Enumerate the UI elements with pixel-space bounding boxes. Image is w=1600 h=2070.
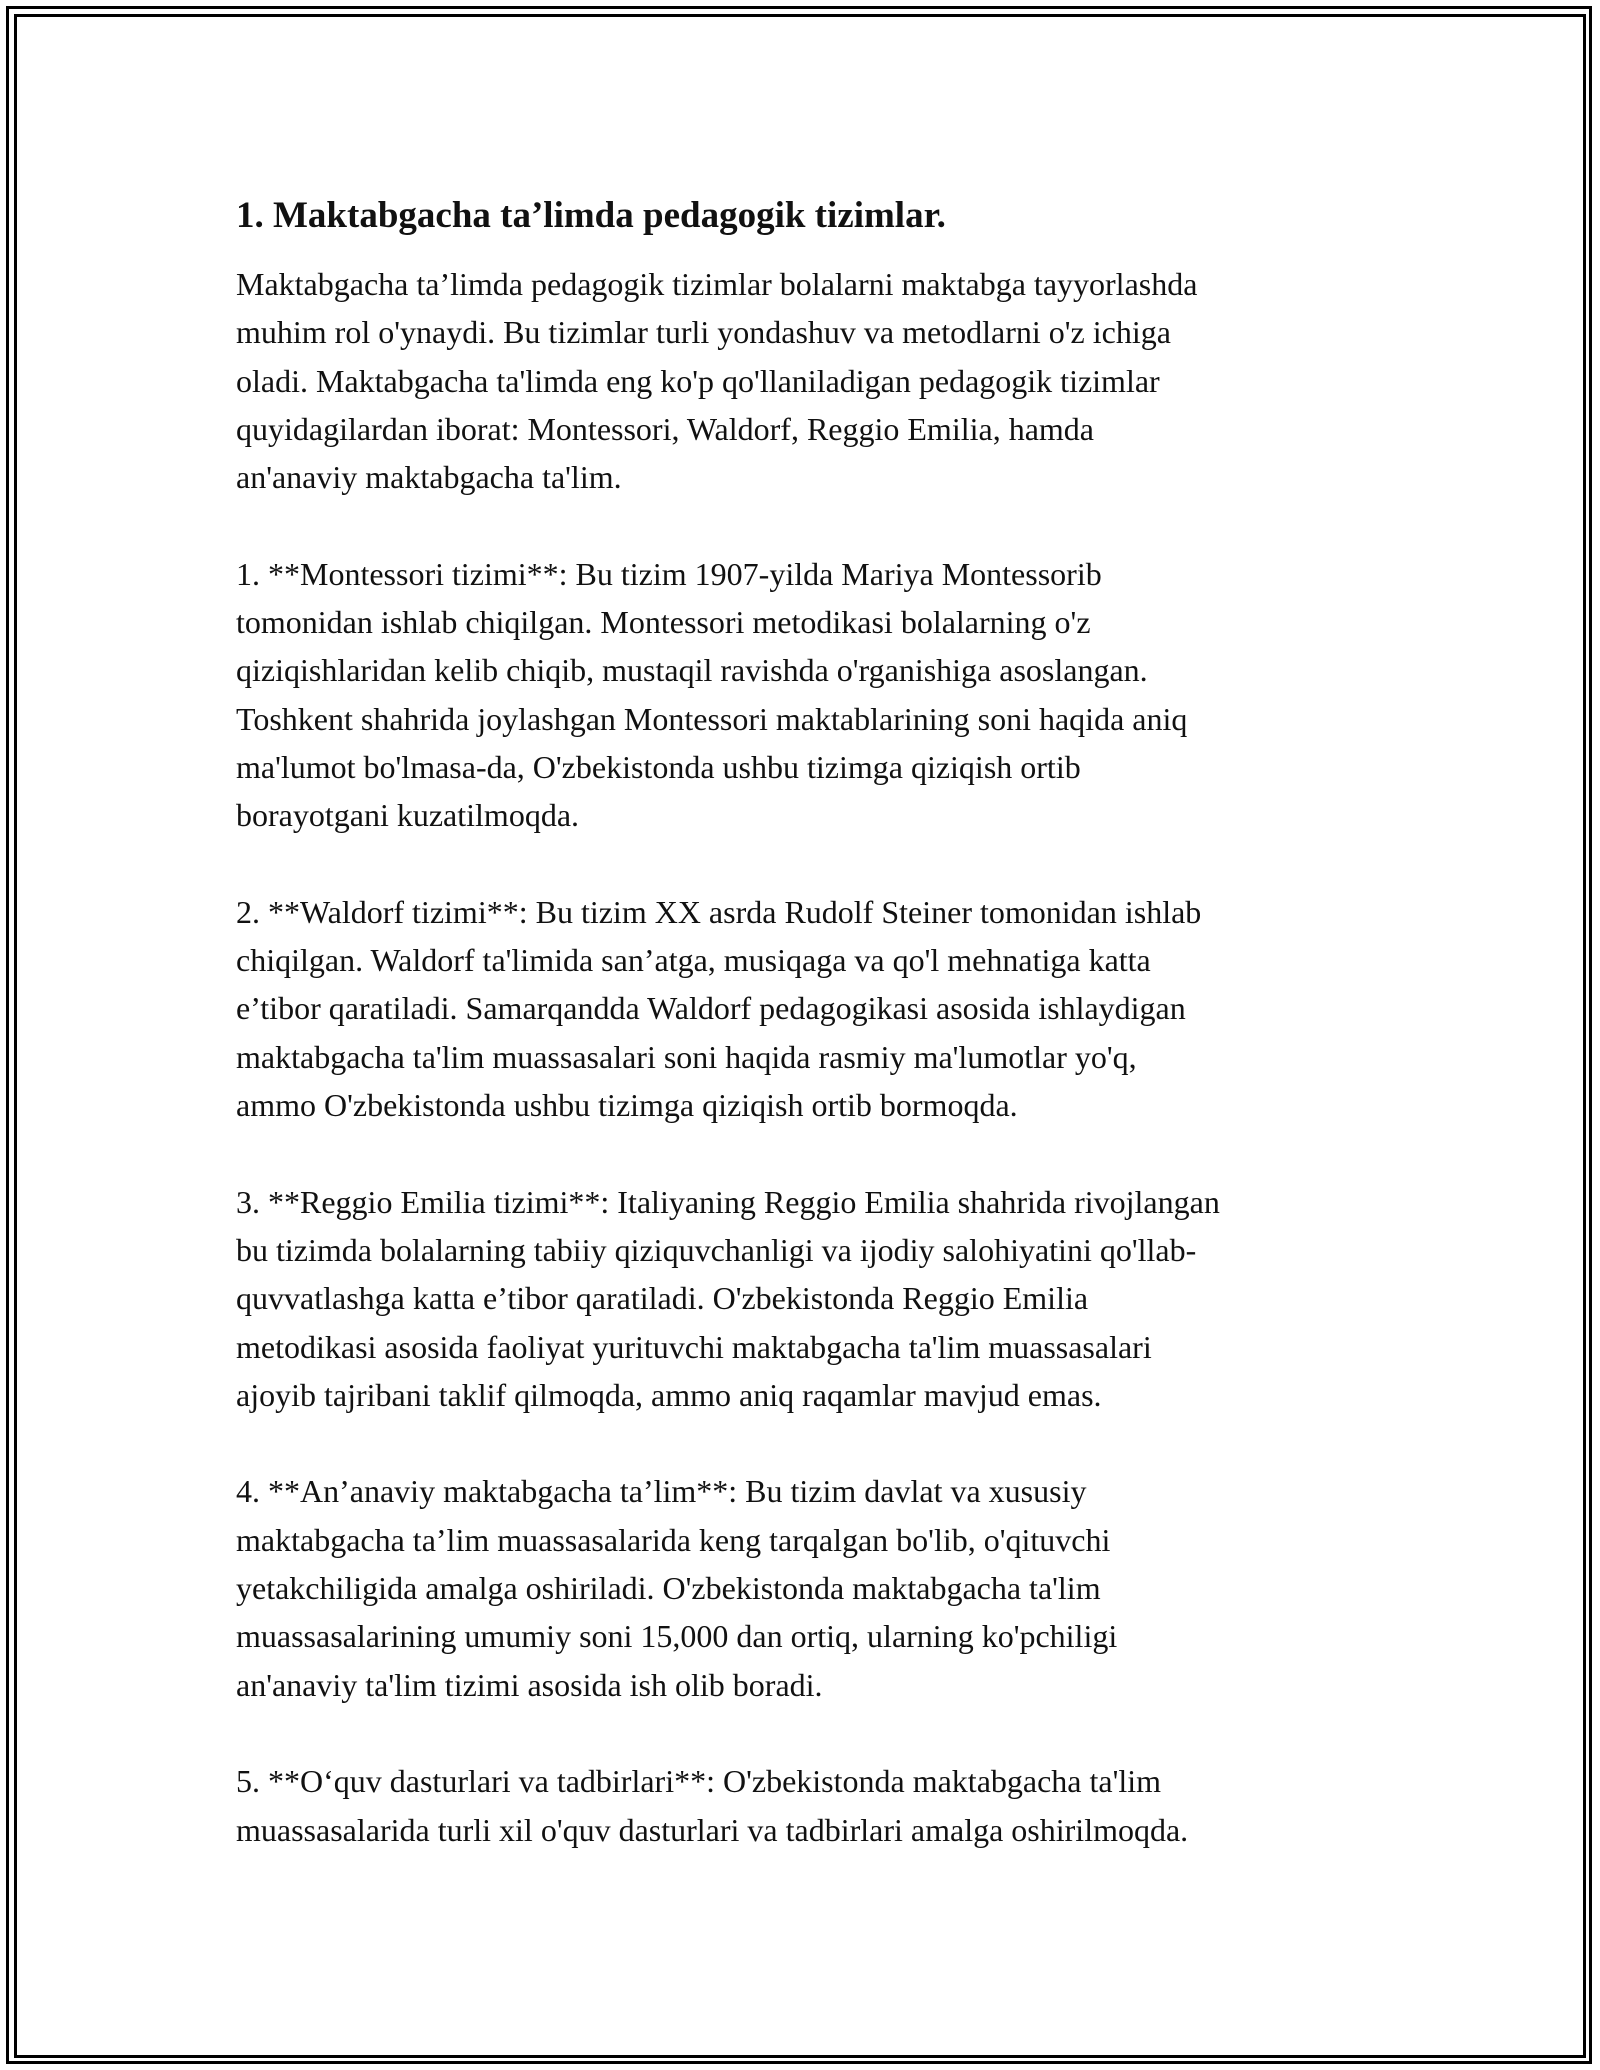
waldorf-paragraph: 2. **Waldorf tizimi**: Bu tizim XX asrda Rudolf Steiner tomonidan ishlab chiqilgan. Waldorf ta'limida san’atga, musiqaga va qo'l mehnatiga katta e’tibor qaratiladi. Samarqandda Waldorf pedagogikasi asosida ishlaydigan maktabgacha ta'lim muassasalari soni haqida rasmiy ma'lumotlar yo'q, ammo O'zbekistonda ushbu tizimga qiziqish ortib bormoqda.: [236, 893, 1202, 1124]
document-body: [236, 186, 1376, 1854]
montessori-paragraph: 1. **Montessori tizimi**: Bu tizim 1907-yilda Mariya Montessorib tomonidan ishlab chiqilgan. Montessori metodikasi bolalarning o'z qiziqishlaridan kelib chiqib, mustaqil ravishda o'rganishiga asoslangan. Toshkent shahrida joylashgan Montessori maktablarining soni haqida aniq ma'lumot bo'lmasa-da, O'zbekistonda ushbu tizimga qiziqish ortib borayotgani kuzatilmoqda.: [236, 555, 1188, 834]
page-title: 1. Maktabgacha ta’limda pedagogik tizimlar.: [236, 195, 946, 236]
intro-paragraph: Maktabgacha ta’limda pedagogik tizimlar bolalarni maktabga tayyorlashda muhim rol o'ynaydi. Bu tizimlar turli yondashuv va metodlarni o'z ichiga oladi. Maktabgacha ta'limda eng ko'p qo'llaniladigan pedagogik tizimlar quyidagilardan iborat: Montessori, Waldorf, Reggio Emilia, hamda an'anaviy maktabgacha ta'lim.: [236, 266, 1198, 496]
reggio-emilia-paragraph: 3. **Reggio Emilia tizimi**: Italiyaning Reggio Emilia shahrida rivojlangan bu tizimda bolalarning tabiiy qiziquvchanligi va ijodiy salohiyatini qo'llab- quvvatlashga katta e’tibor qaratiladi. O'zbekistonda Reggio Emilia metodikasi asosida faoliyat yurituvchi maktabgacha ta'lim muassasalari ajoyib tajribani taklif qilmoqda, ammo aniq raqamlar mavjud emas.: [236, 1183, 1220, 1413]
traditional-education-paragraph: 4. **An’anaviy maktabgacha ta’lim**: Bu tizim davlat va xususiy maktabgacha ta’lim muassasalarida keng tarqalgan bo'lib, o'qituvchi yetakchiligida amalga oshiriladi. O'zbekistonda maktabgacha ta'lim muassasalarining umumiy soni 15,000 dan ortiq, ularning ko'pchiligi an'anaviy ta'lim tizimi asosida ish olib boradi.: [236, 1473, 1118, 1703]
curriculum-paragraph: 5. **O‘quv dasturlari va tadbirlari**: O'zbekistonda maktabgacha ta'lim muassasalarida turli xil o'quv dasturlari va tadbirlari amalga oshirilmoqda.: [236, 1763, 1189, 1848]
